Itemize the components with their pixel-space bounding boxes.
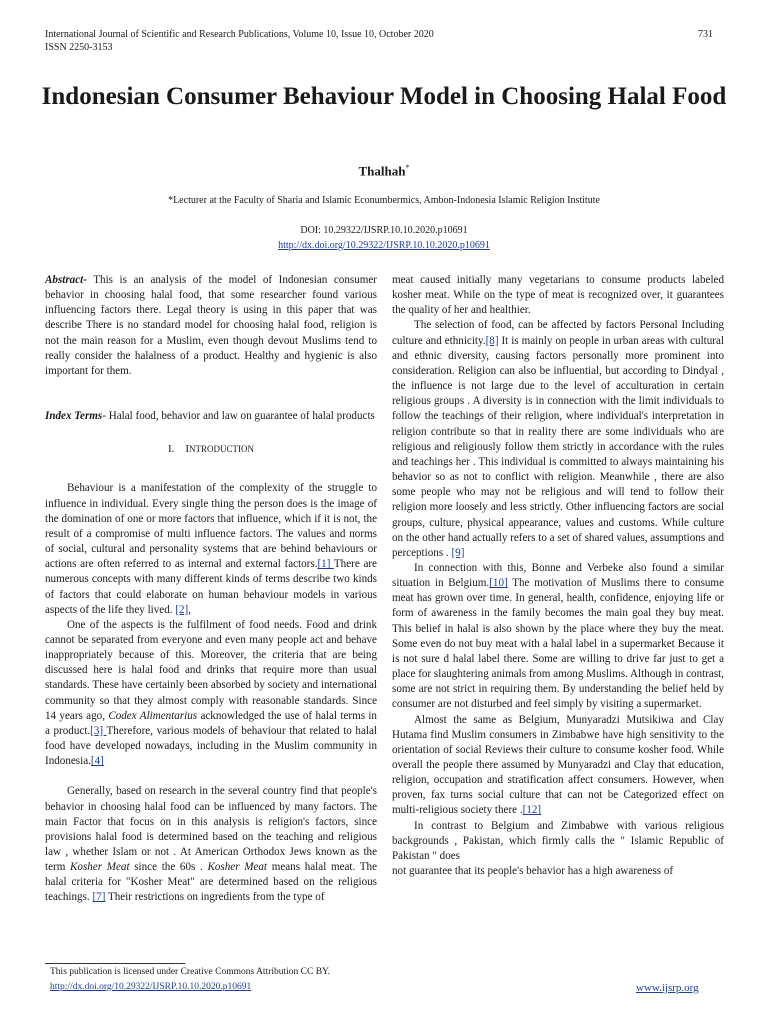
abstract-label: Abstract- [45,274,87,286]
footer-rule [45,963,185,964]
abstract [45,273,377,379]
abstract-text: This is an analysis of the model of Indonesian consumer behavior in choosing halal food, that some researcher found various influencing factors there. Legal theory is using in this paper that was describe There is no standard model for choosing halal food, religion is not the main reason for a Muslim, even though devout Muslims tend to really consider the halalness of a product. Healthy and hygienic is also important for them. [45,274,377,377]
intro-paragraph-3: Generally, based on research in the several country find that people's behavior in choosing halal food can be influenced by many factors. The main Factor that focus on in this analysis is religion's factors, since provisions halal food is determined based on the teaching and religious law , whether Islam or not . At American Orthodox Jews known as the term Kosher Meat since the 60s . Kosher Meat means halal meat. The halal criteria for "Kosher Meat" are determined based on the religious teachings. [7] Their restrictions on ingredients from the type of [45,785,378,904]
site-link-wrap [636,982,699,994]
citation-link[interactable]: [9] [451,546,465,559]
right-paragraph-3: In connection with this, Bonne and Verbeke also found a similar situation in Belgium.[10] The motivation of Muslims there to consume meat has grown over time. In general, health, confidence, enjoying life or form of awareness in the family becomes the main goal they buy meat. This belief in halal is also shown by the place where they buy the meat. Some even do not buy meat with a halal label in a supermarket Because it is not sure d halal label there. Some are willing to drive far just to get a place for slaughtering animals from among Muslims. Although in contrast, some are not strict in requiring them. By understanding the belief held by consumer are not disturbed and feel simply by visiting a supermarket. [392,561,724,711]
index-terms-label: Index Terms [45,410,103,423]
right-column [392,273,724,879]
doi: DOI: 10.29322/IJSRP.10.10.2020.p10691 [300,225,468,236]
citation-link[interactable]: [2] [175,603,189,616]
citation-link[interactable]: [3] [90,724,107,737]
right-paragraph-4: Almost the same as Belgium, Munyaradzi Mutsikiwa and Clay Hutama find Muslim consumers in Zimbabwe have high sensitivity to the orientation of social Reviews their culture to consume kosher food. While overall the people there assumed by Munyaradzi and Clay that education, religion, occupation and stratification affect consumers. However, when proven, fax turns social culture that can not be Categorized effect on multi-religious society there .[12] [392,713,724,817]
citation-link[interactable]: [1] [317,558,334,571]
author-mark: * [405,163,410,172]
right-paragraph-2: The selection of food, can be affected by factors Personal Including culture and ethnicity.[8] It is mainly on people in urban areas with cultural and ethnic diversity, causing factors personally more prominent into consideration. Religion can also be influential, but according to Dindyal , the influence is not large due to the level of acculturation in certain religious groups . A diversity is in connection with the limit individuals to follow the teachings of their religion, where individual's interpretation in religion contribute so that in reality there are some individuals who are religious and religiously follow them strictly in accordance with the rules and teachings her . This individual is committed to always maintaining his behavior so as not to conflict with religion. Meanwhile , there are also some people who may not be religious and will tend to follow their religion more loosely and less strictly. Other influencing factors are social groups, culture, physical appearance, values and customs. While culture on the other hand actually refers to a set of shared values, assumptions and perceptions . [9] [392,319,724,559]
footer-url-wrap [50,982,251,992]
footer-doi-link[interactable]: http://dx.doi.org/10.29322/IJSRP.10.10.2020.p10691 [50,982,252,992]
author-name: Thalhah [358,163,406,179]
right-paragraph-5: In contrast to Belgium and Zimbabwe with various religious backgrounds , Pakistan, which firmly calls the " Islamic Republic of Pakistan " does [392,819,724,862]
citation-link[interactable]: [8] [485,334,499,347]
page-number: 731 [698,29,713,40]
author [0,163,768,179]
affiliation: *Lecturer at the Faculty of Sharia and Islamic Econumbermics, Ambon-Indonesia Islamic Religion Institute [168,195,600,206]
index-terms [45,409,377,424]
index-terms-text: - Halal food, behavior and law on guarantee of halal products [102,410,375,423]
citation-link[interactable]: [10] [489,577,508,590]
license-note: This publication is licensed under Creative Commons Attribution CC BY. [50,967,331,977]
journal-header: International Journal of Scientific and Research Publications, Volume 10, Issue 10, October 2020 [45,29,434,40]
journal-site-link[interactable]: www.ijsrp.org [636,982,699,994]
issn: ISSN 2250-3153 [45,42,113,53]
doi-link-wrap [40,240,728,251]
intro-paragraph-2: One of the aspects is the fulfilment of food needs. Food and drink cannot be separated from everyone and even many people act and behave inappropriately because of this. Moreover, the criteria that are being discussed here is halal food and drinks that require more than usual standards. These have certainly been absorbed by society and international community so that they almost comply with reasonable standards. Since 14 years ago, Codex Alimentarius acknowledged the use of halal terms in a product.[3] Therefore, various models of behaviour that related to halal food have developed nowadays, including in the Muslim community in Indonesia.[4] [45,618,377,768]
citation-link[interactable]: [4] [90,755,104,768]
citation-link[interactable]: [12] [522,804,542,817]
citation-link[interactable]: [7] [92,891,106,904]
section-heading-introduction: I. INTRODUCTION [167,443,255,456]
paper-title: Indonesian Consumer Behaviour Model in Choosing Halal Food [41,83,727,110]
right-paragraph-6: not guarantee that its people's behavior has a high awareness of [392,865,674,878]
doi-link[interactable]: http://dx.doi.org/10.29322/IJSRP.10.10.2020.p10691 [278,240,490,251]
right-paragraph-1: meat caused initially many vegetarians to consume products labeled kosher meat. While on the type of meat is recognized over, it guarantees the quality of her and healthier. [392,274,724,317]
left-column [45,273,377,906]
intro-paragraph-1: Behaviour is a manifestation of the complexity of the struggle to influence in individual. Every single thing the person does is the image of the domination of one or more factors that influence, which if it is not, the result of a compromise of multi influence factors. The values and norms of social, cultural and personality systems that are behind behaviours or actions are often referred to as internal and external factors.[1] There are numerous concepts with many different kinds of terms describe two kinds of factors that could elaborate on human behaviour models in various aspects of the life they lived. [2], [45,482,377,616]
